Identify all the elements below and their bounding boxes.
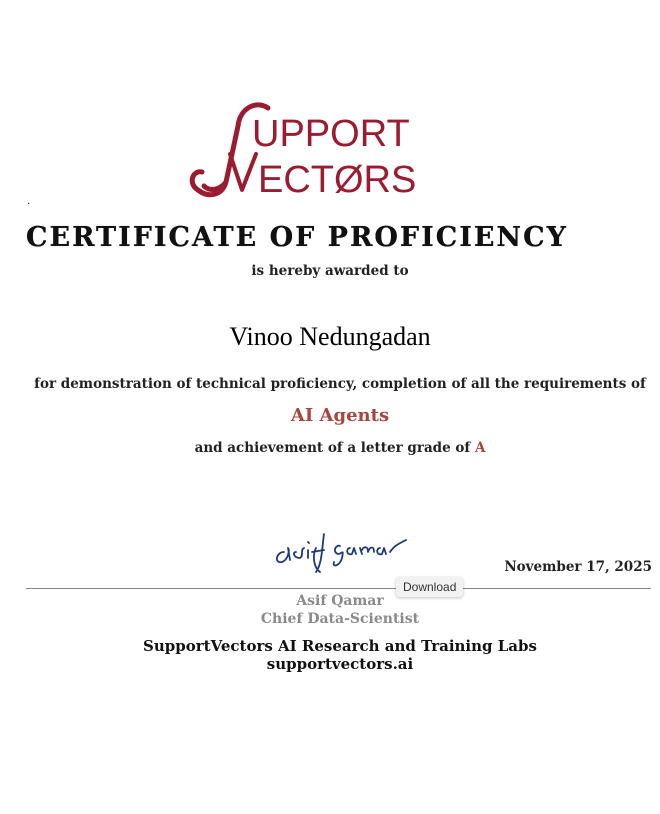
organization-website: supportvectors.ai <box>266 655 414 673</box>
download-button[interactable]: Download <box>396 577 463 597</box>
recipient-name: Vinoo Nedungadan <box>229 322 431 351</box>
marker-dot: . <box>27 196 31 207</box>
grade-prefix: and achievement of a letter grade of <box>194 440 471 456</box>
certificate-title: CERTIFICATE OF PROFICIENCY <box>26 222 568 253</box>
logo-line1: UPPORT <box>252 113 410 155</box>
supportvectors-logo <box>180 98 420 202</box>
issue-date: November 17, 2025 <box>504 559 652 575</box>
signer-name: Asif Qamar <box>296 593 384 609</box>
course-name: AI Agents <box>290 405 390 426</box>
demonstration-text: for demonstration of technical proficiency, completion of all the requirements of <box>34 376 646 392</box>
logo-line2: ECTØRS <box>258 159 417 201</box>
signature-rule <box>26 588 651 589</box>
signature-image <box>270 524 420 574</box>
organization-name: SupportVectors AI Research and Training Labs <box>143 637 537 655</box>
letter-grade: A <box>474 440 486 456</box>
logo-script-v-icon <box>230 154 256 190</box>
awarded-text: is hereby awarded to <box>251 263 409 279</box>
grade-line <box>0 440 660 456</box>
signer-title: Chief Data-Scientist <box>260 611 420 627</box>
